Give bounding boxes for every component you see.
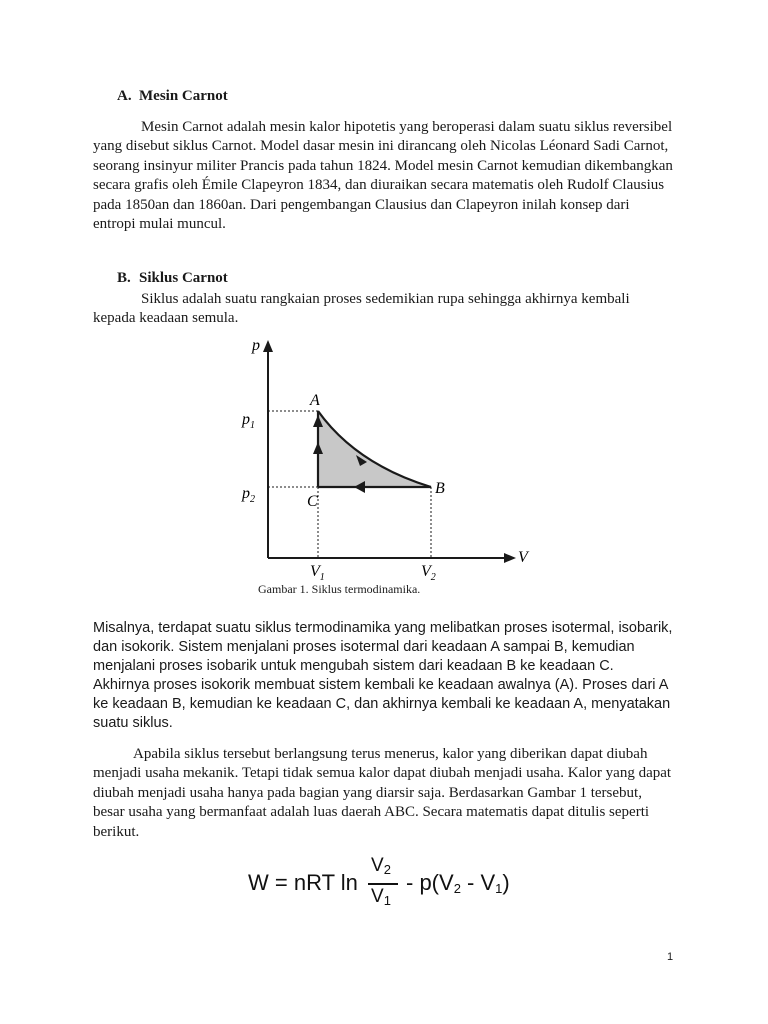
figure-caption: Gambar 1. Siklus termodinamika. [258,582,421,596]
section-b-number: B. [117,270,131,286]
formula-numerator: $V_2$ [371,855,391,877]
v2-label: $V_2$ [421,563,436,580]
pv-diagram [234,330,534,580]
formula-right: - $p(V_2 - V_1)$ [406,870,510,896]
section-b-paragraph: Siklus adalah suatu rangkaian proses sedemikian rupa sehingga akhirnya kembali kepada keadaan semula. [93,291,630,327]
section-a-heading [117,88,228,105]
formula-fraction-bar [368,883,398,885]
formula-denominator: $V_1$ [371,886,391,908]
y-axis-arrow [263,340,273,352]
section-a-title: Mesin Carnot [139,88,228,104]
y-axis-label: p [252,337,260,354]
paragraph-work-explanation: Apabila siklus tersebut berlangsung terus menerus, kalor yang diberikan dapat diubah menjadi usaha mekanik. Tetapi tidak semua kalor dapat diubah menjadi usaha. Kalor yang dapat diubah menjadi usaha hanya pada bagian yang diarsir saja. Berdasarkan Gambar 1 tersebut, besar usaha yang bermanfaat adalah luas daerah ABC. Secara matematis dapat ditulis seperti berikut. [93,746,672,840]
x-axis-arrow [504,553,516,563]
shaded-work-area [318,411,431,487]
section-a-paragraph: Mesin Carnot adalah mesin kalor hipotetis yang beroperasi dalam suatu siklus reversibel yang disebut siklus Carnot. Model dasar mesin ini dirancang oleh Nicolas Léonard Sadi Carnot, seorang insinyur militer Prancis pada tahun 1824. Model mesin Carnot kemudian dikembangkan secara grafis oleh Émile Clapeyron 1834, dan diuraikan secara matematis oleh Rudolf Clausius pada 1850an dan 1860an. Dari pengembangan Clausius dan Clapeyron inilah konsep dari entropi mulai muncul. [93,119,673,233]
section-b-heading [117,270,228,287]
p2-label: $p_2$ [242,485,255,505]
x-axis-label: V [518,549,528,566]
section-a-number: A. [117,88,132,104]
point-c-label: C [307,493,318,510]
formula-left: W = nRT ln [248,870,358,895]
v1-label: $V_1$ [310,563,325,580]
paragraph-cycle-description: Misalnya, terdapat suatu siklus termodinamika yang melibatkan proses isotermal, isobarik, dan isokorik. Sistem menjalani proses isotermal dari keadaan A sampai B, kemudian menjalani proses isobarik untuk mengubah sistem dari keadaan B ke keadaan C. Akhirnya proses isokorik membuat sistem kembali ke keadaan awalnya (A). Proses dari A ke keadaan B, kemudian ke keadaan C, dan akhirnya kembali ke keadaan A, menyatakan suatu siklus. [93,620,673,731]
point-b-label: B [435,480,445,497]
p1-label: $p_1$ [242,411,255,431]
point-a-label: A [310,392,320,409]
page-number: 1 [667,951,674,963]
section-b-title: Siklus Carnot [139,270,228,286]
